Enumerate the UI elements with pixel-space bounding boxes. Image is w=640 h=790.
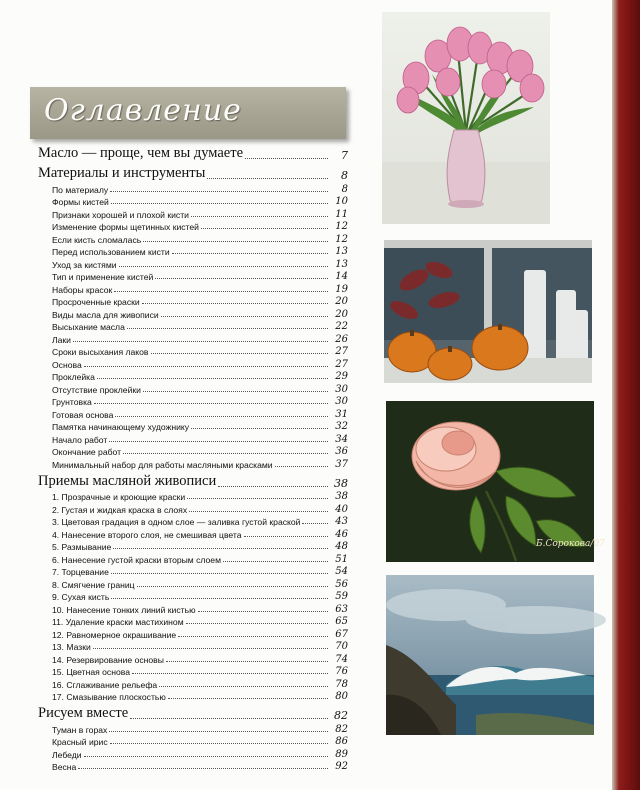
toc-entry — [38, 445, 348, 458]
toc-entry — [38, 207, 348, 220]
toc-entry-label: Весна — [52, 762, 77, 772]
dot-leader — [110, 191, 328, 192]
dot-leader — [191, 428, 328, 429]
toc-entry — [38, 320, 348, 333]
toc-entry-page: 12 — [335, 221, 348, 232]
dot-leader — [111, 203, 328, 204]
toc-entry — [38, 257, 348, 270]
toc-entry-page: 54 — [335, 566, 348, 577]
toc-entry — [38, 457, 348, 470]
dot-leader — [137, 586, 328, 587]
toc-entry-page: 22 — [335, 321, 348, 332]
toc-entry — [38, 747, 348, 760]
toc-entry-label: Сроки высыхания лаков — [52, 347, 149, 357]
toc-entry-page: 38 — [334, 476, 348, 490]
dot-leader — [207, 178, 328, 179]
toc-entry-label: Масло — проще, чем вы думаете — [38, 145, 244, 161]
dot-leader — [201, 228, 328, 229]
toc-entry-label: 16. Сглаживание рельефа — [52, 679, 158, 690]
toc-entry-label: Если кисть сломалась — [52, 234, 142, 245]
toc-entry — [38, 270, 348, 283]
dot-leader — [114, 291, 328, 292]
dot-leader — [161, 316, 328, 317]
toc-entry-page: 13 — [335, 258, 348, 270]
toc-entry — [38, 220, 348, 233]
toc-entry — [38, 407, 348, 420]
dot-leader — [109, 441, 328, 442]
dot-leader — [132, 673, 328, 674]
toc-entry — [38, 690, 348, 703]
toc-entry-page: 13 — [335, 246, 348, 257]
seascape-painting — [386, 575, 594, 735]
toc-entry — [38, 577, 348, 590]
dot-leader — [166, 661, 328, 662]
dot-leader — [302, 523, 328, 524]
toc-entry — [38, 515, 348, 528]
dot-leader — [93, 648, 328, 649]
dot-leader — [223, 561, 328, 562]
toc-entry-label: Минимальный набор для работы масляными красками — [52, 459, 273, 470]
toc-entry — [38, 590, 348, 603]
toc-entry — [38, 432, 348, 445]
toc-entry-label: 10. Нанесение тонких линий кистью — [52, 604, 196, 615]
dot-leader — [155, 278, 328, 279]
toc-entry-page: 19 — [335, 283, 348, 295]
toc-entry-label: 4. Нанесение второго слоя, не смешивая цвета — [52, 529, 242, 540]
toc-entry — [38, 282, 348, 295]
toc-entry-label: Изменение формы щетинных кистей — [52, 222, 199, 232]
toc-section — [38, 164, 348, 182]
dot-leader — [84, 366, 328, 367]
toc-entry-label: Высыхание масла — [52, 322, 125, 332]
toc-entry — [38, 735, 348, 748]
dot-leader — [187, 498, 328, 499]
toc-entry-page: 8 — [341, 183, 348, 195]
toc-entry-label: По материалу — [52, 184, 109, 195]
toc-entry-label: Начало работ — [52, 434, 108, 445]
toc-entry-label: Красный ирис — [52, 737, 108, 747]
toc-entry — [38, 295, 348, 308]
dot-leader — [244, 536, 328, 537]
toc-entry-page: 27 — [335, 358, 348, 370]
toc-entry — [38, 640, 348, 653]
dot-leader — [94, 403, 328, 404]
pumpkins-painting — [384, 240, 592, 383]
toc-entry-page: 34 — [335, 433, 348, 445]
toc-entry-label: 14. Резервирование основы — [52, 654, 164, 665]
toc-entry-label: Лаки — [52, 334, 71, 345]
toc-entry-page: 89 — [335, 748, 348, 760]
toc-entry-label: Виды масла для живописи — [52, 309, 159, 320]
toc-entry-label: 3. Цветовая градация в одном слое — заливка густой краской — [52, 517, 301, 527]
toc-entry — [38, 420, 348, 433]
dot-leader — [110, 743, 328, 744]
dot-leader — [130, 718, 328, 719]
toc-entry-page: 31 — [335, 408, 348, 420]
dot-leader — [168, 698, 328, 699]
dot-leader — [115, 416, 328, 417]
dot-leader — [198, 611, 328, 612]
toc-entry-page: 11 — [335, 208, 348, 220]
toc-entry-label: 17. Смазывание плоскостью — [52, 692, 166, 702]
dot-leader — [97, 378, 328, 379]
toc-entry-label: Туман в горах — [52, 724, 108, 735]
dot-leader — [143, 241, 328, 242]
book-spine — [612, 0, 640, 790]
toc-entry — [38, 357, 348, 370]
toc-entry-label: Проклейка — [52, 372, 95, 382]
toc-entry — [38, 370, 348, 383]
toc-entry — [38, 232, 348, 245]
toc-entry — [38, 502, 348, 515]
toc-entry-page: 10 — [335, 196, 348, 207]
toc-entry-label: Памятка начинающему художнику — [52, 422, 190, 432]
toc-entry-label: Перед использованием кисти — [52, 247, 170, 257]
dot-leader — [151, 353, 329, 354]
toc-entry — [38, 565, 348, 578]
toc-entry-label: Лебеди — [52, 749, 82, 760]
dot-leader — [275, 466, 328, 467]
toc-entry-page: 37 — [335, 458, 348, 470]
toc-entry — [38, 627, 348, 640]
toc-entry-page: 59 — [335, 591, 348, 602]
toc-entry-label: Материалы и инструменты — [38, 165, 206, 181]
toc-entry-page: 20 — [335, 296, 348, 307]
toc-entry-page: 40 — [335, 503, 348, 515]
toc-section — [38, 472, 348, 490]
toc-entry-page: 63 — [335, 603, 348, 615]
toc-entry-label: Тип и применение кистей — [52, 272, 154, 282]
toc-entry-label: 12. Равномерное окрашивание — [52, 629, 177, 640]
dot-leader — [113, 548, 328, 549]
dot-leader — [123, 453, 328, 454]
toc-entry-label: Грунтовка — [52, 397, 92, 407]
toc-entry — [38, 552, 348, 565]
toc-entry — [38, 382, 348, 395]
toc-entry-page: 38 — [335, 491, 348, 502]
toc-entry-page: 12 — [335, 233, 348, 245]
toc-entry-page: 30 — [335, 383, 348, 395]
toc-entry-page: 51 — [335, 553, 348, 565]
dot-leader — [127, 328, 328, 329]
toc-entry — [38, 182, 348, 195]
toc-entry-page: 29 — [335, 371, 348, 382]
dot-leader — [189, 511, 328, 512]
toc-entry-label: 7. Торцевание — [52, 567, 109, 577]
dot-leader — [218, 486, 328, 487]
toc-entry-page: 8 — [341, 169, 348, 182]
toc-entry-page: 20 — [335, 308, 348, 320]
toc-entry-label: Рисуем вместе — [38, 705, 129, 721]
toc-entry-label: 11. Удаление краски мастихином — [52, 617, 184, 627]
toc-entry-label: 2. Густая и жидкая краска в слоях — [52, 504, 188, 515]
toc-entry-page: 74 — [335, 653, 348, 665]
toc-entry-label: Наборы красок — [52, 284, 113, 295]
toc-entry-page: 78 — [335, 678, 348, 690]
toc-entry-label: Уход за кистями — [52, 259, 117, 270]
dot-leader — [142, 303, 328, 304]
toc-entry-page: 80 — [335, 691, 348, 702]
toc-entry — [38, 245, 348, 258]
dot-leader — [78, 768, 328, 769]
toc-entry — [38, 332, 348, 345]
toc-entry-page: 67 — [335, 628, 348, 640]
dot-leader — [191, 216, 328, 217]
toc-entry-page: 65 — [335, 616, 348, 627]
toc-entry-page: 92 — [335, 761, 348, 772]
toc-entry-page: 32 — [335, 421, 348, 432]
toc-entry-label: Приемы масляной живописи — [38, 472, 217, 489]
dot-leader — [119, 266, 328, 267]
svg-text:Б.Сорокова/07: Б.Сорокова/07 — [536, 539, 605, 549]
toc-entry-page: 86 — [335, 736, 348, 747]
dot-leader — [111, 598, 328, 599]
toc-entry-label: 9. Сухая кисть — [52, 592, 110, 602]
toc-entry — [38, 722, 348, 735]
toc-entry-label: 13. Мазки — [52, 642, 91, 652]
dot-leader — [111, 573, 328, 574]
toc-entry-label: Отсутствие проклейки — [52, 384, 141, 395]
rose-painting — [386, 401, 605, 562]
toc-entry-label: Формы кистей — [52, 197, 109, 207]
toc-entry-page: 48 — [335, 541, 348, 552]
dot-leader — [172, 253, 328, 254]
toc-entry-page: 7 — [341, 149, 348, 162]
toc-entry — [38, 652, 348, 665]
toc-entry — [38, 195, 348, 208]
toc-entry — [38, 760, 348, 773]
toc-entry-page: 82 — [335, 723, 348, 735]
toc-section — [38, 704, 348, 722]
toc-entry-page: 56 — [335, 578, 348, 590]
toc-entry-page: 27 — [335, 346, 348, 357]
toc-entry-page: 76 — [335, 666, 348, 677]
toc-entry-page: 14 — [335, 271, 348, 282]
dot-leader — [159, 686, 328, 687]
toc-entry-page: 26 — [335, 333, 348, 345]
toc-entry-label: Окончание работ — [52, 447, 122, 457]
toc-entry-label: Готовая основа — [52, 409, 114, 420]
toc-entry-page: 46 — [335, 528, 348, 540]
dot-leader — [178, 636, 328, 637]
toc-section — [38, 144, 348, 162]
toc-entry — [38, 395, 348, 408]
toc-entry-label: 5. Размывание — [52, 542, 112, 552]
toc-entry-page: 43 — [335, 516, 348, 527]
toc-entry-page: 82 — [334, 709, 348, 722]
dot-leader — [245, 158, 328, 159]
toc-entry-label: 6. Нанесение густой краски вторым слоем — [52, 554, 221, 565]
toc-entry — [38, 490, 348, 503]
dot-leader — [186, 623, 328, 624]
table-of-contents — [38, 142, 348, 772]
toc-entry — [38, 665, 348, 678]
toc-entry-label: Просроченные краски — [52, 297, 140, 307]
toc-entry-label: Признаки хорошей и плохой кисти — [52, 209, 189, 220]
page-title: Оглавление — [44, 93, 242, 128]
toc-entry — [38, 615, 348, 628]
dot-leader — [109, 731, 328, 732]
toc-entry-page: 30 — [335, 396, 348, 407]
toc-entry-label: 15. Цветная основа — [52, 667, 131, 677]
toc-entry-page: 70 — [335, 641, 348, 652]
dot-leader — [143, 391, 328, 392]
toc-entry — [38, 602, 348, 615]
toc-entry — [38, 677, 348, 690]
toc-entry-label: 8. Смягчение границ — [52, 579, 135, 590]
toc-entry — [38, 307, 348, 320]
toc-entry — [38, 345, 348, 358]
tulips-painting — [382, 12, 550, 224]
toc-entry-page: 36 — [335, 446, 348, 457]
toc-entry-label: Основа — [52, 359, 82, 370]
dot-leader — [73, 341, 328, 342]
toc-entry-label: 1. Прозрачные и кроющие краски — [52, 492, 186, 502]
title-banner — [30, 87, 346, 139]
toc-entry — [38, 527, 348, 540]
dot-leader — [84, 756, 328, 757]
toc-entry — [38, 540, 348, 553]
